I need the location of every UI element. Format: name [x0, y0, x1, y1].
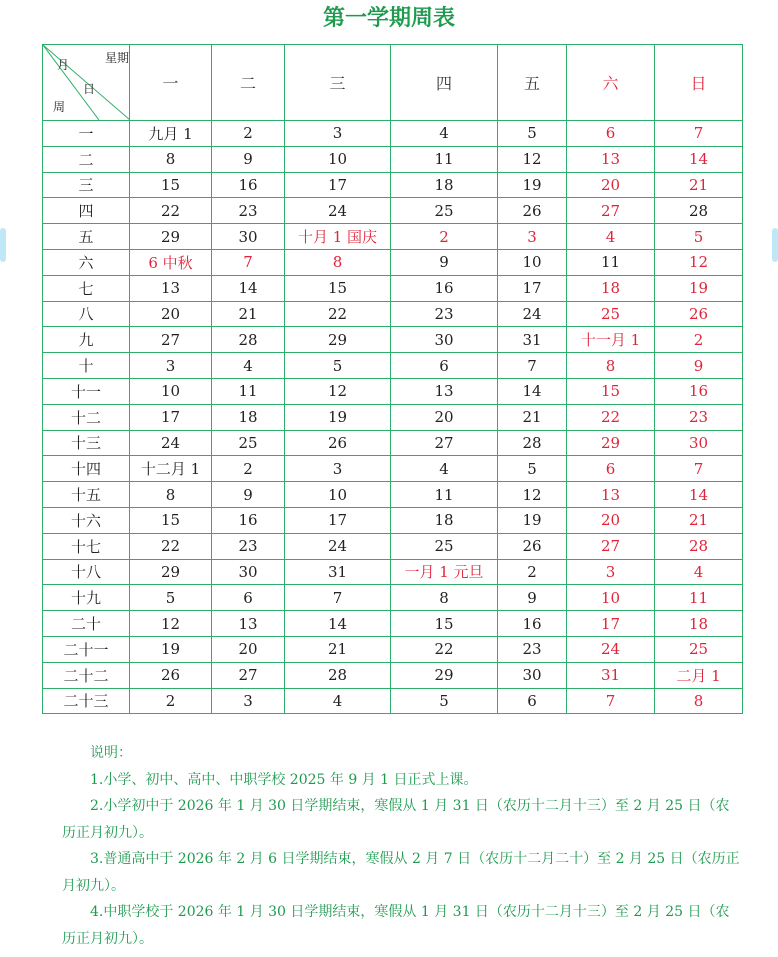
week-number-cell: 三 — [43, 172, 130, 198]
week-rows — [43, 121, 743, 714]
week-row — [43, 146, 743, 172]
week-number-cell: 二 — [43, 146, 130, 172]
date-cell: 15 — [285, 275, 391, 301]
date-cell: 2 — [212, 121, 285, 147]
date-cell: 18 — [391, 172, 498, 198]
week-number-cell: 十七 — [43, 533, 130, 559]
date-cell: 2 — [655, 327, 743, 353]
date-cell: 29 — [130, 224, 212, 250]
week-row — [43, 662, 743, 688]
week-number-cell: 十二 — [43, 404, 130, 430]
week-number-cell: 二十 — [43, 611, 130, 637]
date-cell: 4 — [391, 121, 498, 147]
week-number-cell: 十三 — [43, 430, 130, 456]
date-cell: 30 — [655, 430, 743, 456]
date-cell: 25 — [212, 430, 285, 456]
date-cell: 12 — [498, 146, 567, 172]
date-cell: 22 — [130, 533, 212, 559]
date-cell: 30 — [212, 559, 285, 585]
date-cell: 7 — [655, 456, 743, 482]
date-cell: 12 — [655, 249, 743, 275]
date-cell: 21 — [498, 404, 567, 430]
date-cell: 9 — [655, 353, 743, 379]
date-cell: 26 — [498, 533, 567, 559]
date-cell: 31 — [498, 327, 567, 353]
date-cell: 22 — [391, 636, 498, 662]
date-cell: 6 — [212, 585, 285, 611]
date-cell: 11 — [655, 585, 743, 611]
date-cell: 27 — [391, 430, 498, 456]
date-cell: 3 — [130, 353, 212, 379]
date-cell: 25 — [655, 636, 743, 662]
date-cell: 15 — [130, 172, 212, 198]
date-cell: 19 — [285, 404, 391, 430]
date-cell: 10 — [567, 585, 655, 611]
date-cell: 24 — [130, 430, 212, 456]
date-cell: 27 — [212, 662, 285, 688]
week-number-cell: 十八 — [43, 559, 130, 585]
week-row — [43, 482, 743, 508]
date-cell: 30 — [212, 224, 285, 250]
date-cell: 11 — [391, 482, 498, 508]
date-cell: 18 — [567, 275, 655, 301]
week-number-cell: 六 — [43, 249, 130, 275]
date-cell: 二月 1 — [655, 662, 743, 688]
date-cell: 26 — [285, 430, 391, 456]
date-cell: 30 — [498, 662, 567, 688]
date-cell: 6 中秋 — [130, 249, 212, 275]
week-row — [43, 198, 743, 224]
date-cell: 26 — [655, 301, 743, 327]
date-cell: 8 — [130, 146, 212, 172]
date-cell: 23 — [655, 404, 743, 430]
week-row — [43, 353, 743, 379]
date-cell: 28 — [655, 198, 743, 224]
date-cell: 9 — [391, 249, 498, 275]
date-cell: 4 — [391, 456, 498, 482]
date-cell: 2 — [212, 456, 285, 482]
week-row — [43, 327, 743, 353]
week-number-cell: 四 — [43, 198, 130, 224]
date-cell: 5 — [498, 121, 567, 147]
date-cell: 21 — [655, 172, 743, 198]
corner-label-day: 日 — [83, 82, 96, 96]
week-row — [43, 559, 743, 585]
date-cell: 7 — [655, 121, 743, 147]
week-number-cell: 二十一 — [43, 636, 130, 662]
week-row — [43, 172, 743, 198]
date-cell: 5 — [130, 585, 212, 611]
date-cell: 2 — [391, 224, 498, 250]
week-number-cell: 八 — [43, 301, 130, 327]
date-cell: 12 — [130, 611, 212, 637]
date-cell: 10 — [498, 249, 567, 275]
date-cell: 16 — [212, 172, 285, 198]
weekday-header: 三 — [285, 45, 391, 121]
date-cell: 8 — [655, 688, 743, 714]
week-number-cell: 十四 — [43, 456, 130, 482]
week-row — [43, 275, 743, 301]
date-cell: 3 — [285, 121, 391, 147]
date-cell: 8 — [567, 353, 655, 379]
date-cell: 6 — [391, 353, 498, 379]
date-cell: 27 — [567, 533, 655, 559]
date-cell: 14 — [212, 275, 285, 301]
weekday-header: 五 — [498, 45, 567, 121]
date-cell: 21 — [212, 301, 285, 327]
date-cell: 6 — [498, 688, 567, 714]
date-cell: 24 — [285, 533, 391, 559]
weekday-header: 四 — [391, 45, 498, 121]
date-cell: 28 — [212, 327, 285, 353]
week-number-cell: 十九 — [43, 585, 130, 611]
notes-section — [62, 740, 742, 952]
date-cell: 8 — [391, 585, 498, 611]
date-cell: 26 — [498, 198, 567, 224]
week-number-cell: 十一 — [43, 378, 130, 404]
date-cell: 23 — [498, 636, 567, 662]
date-cell: 19 — [498, 507, 567, 533]
week-number-cell: 一 — [43, 121, 130, 147]
week-number-cell: 五 — [43, 224, 130, 250]
note-item: 2.小学初中于 2026 年 1 月 30 日学期结束，寒假从 1 月 31 日（农历十二月十三）至 2 月 25 日（农历正月初九）。 — [62, 798, 730, 841]
date-cell: 9 — [212, 146, 285, 172]
date-cell: 13 — [391, 378, 498, 404]
week-number-cell: 二十三 — [43, 688, 130, 714]
date-cell: 23 — [212, 198, 285, 224]
date-cell: 11 — [567, 249, 655, 275]
date-cell: 30 — [391, 327, 498, 353]
date-cell: 11 — [212, 378, 285, 404]
date-cell: 15 — [391, 611, 498, 637]
date-cell: 10 — [130, 378, 212, 404]
date-cell: 14 — [498, 378, 567, 404]
note-item: 4.中职学校于 2026 年 1 月 30 日学期结束，寒假从 1 月 31 日（农历十二月十三）至 2 月 25 日（农历正月初九）。 — [62, 904, 730, 947]
date-cell: 5 — [285, 353, 391, 379]
date-cell: 5 — [655, 224, 743, 250]
date-cell: 一月 1 元旦 — [391, 559, 498, 585]
week-row — [43, 636, 743, 662]
week-number-cell: 七 — [43, 275, 130, 301]
weekday-header: 一 — [130, 45, 212, 121]
date-cell: 11 — [391, 146, 498, 172]
corner-header-cell — [43, 45, 130, 121]
date-cell: 13 — [567, 482, 655, 508]
week-number-cell: 九 — [43, 327, 130, 353]
week-row — [43, 121, 743, 147]
week-row — [43, 585, 743, 611]
note-item: 3.普通高中于 2026 年 2 月 6 日学期结束，寒假从 2 月 7 日（农历十二月二十）至 2 月 25 日（农历正月初九）。 — [62, 851, 740, 894]
date-cell: 14 — [655, 146, 743, 172]
date-cell: 21 — [285, 636, 391, 662]
week-row — [43, 301, 743, 327]
date-cell: 3 — [498, 224, 567, 250]
date-cell: 4 — [567, 224, 655, 250]
week-row — [43, 688, 743, 714]
date-cell: 20 — [212, 636, 285, 662]
date-cell: 22 — [567, 404, 655, 430]
date-cell: 28 — [655, 533, 743, 559]
date-cell: 16 — [212, 507, 285, 533]
date-cell: 28 — [498, 430, 567, 456]
date-cell: 17 — [498, 275, 567, 301]
date-cell: 13 — [567, 146, 655, 172]
date-cell: 25 — [391, 198, 498, 224]
weekday-header: 二 — [212, 45, 285, 121]
date-cell: 22 — [130, 198, 212, 224]
date-cell: 13 — [212, 611, 285, 637]
date-cell: 29 — [567, 430, 655, 456]
week-number-cell: 十 — [43, 353, 130, 379]
date-cell: 29 — [391, 662, 498, 688]
week-row — [43, 430, 743, 456]
date-cell: 22 — [285, 301, 391, 327]
date-cell: 7 — [212, 249, 285, 275]
date-cell: 26 — [130, 662, 212, 688]
date-cell: 4 — [285, 688, 391, 714]
corner-label-weekday: 星期 — [105, 51, 130, 65]
week-row — [43, 249, 743, 275]
notes-heading: 说明： — [90, 745, 132, 761]
date-cell: 16 — [391, 275, 498, 301]
date-cell: 6 — [567, 121, 655, 147]
date-cell: 4 — [212, 353, 285, 379]
week-number-cell: 十五 — [43, 482, 130, 508]
date-cell: 3 — [212, 688, 285, 714]
week-row — [43, 404, 743, 430]
date-cell: 7 — [498, 353, 567, 379]
date-cell: 17 — [567, 611, 655, 637]
date-cell: 20 — [391, 404, 498, 430]
date-cell: 29 — [285, 327, 391, 353]
date-cell: 十月 1 国庆 — [285, 224, 391, 250]
weekday-header-weekend: 日 — [655, 45, 743, 121]
date-cell: 15 — [567, 378, 655, 404]
date-cell: 5 — [391, 688, 498, 714]
date-cell: 29 — [130, 559, 212, 585]
date-cell: 6 — [567, 456, 655, 482]
week-number-cell: 十六 — [43, 507, 130, 533]
date-cell: 23 — [212, 533, 285, 559]
date-cell: 10 — [285, 146, 391, 172]
date-cell: 28 — [285, 662, 391, 688]
date-cell: 25 — [567, 301, 655, 327]
date-cell: 8 — [285, 249, 391, 275]
date-cell: 9 — [212, 482, 285, 508]
date-cell: 2 — [498, 559, 567, 585]
date-cell: 19 — [498, 172, 567, 198]
date-cell: 17 — [285, 172, 391, 198]
date-cell: 十二月 1 — [130, 456, 212, 482]
date-cell: 17 — [130, 404, 212, 430]
week-row — [43, 224, 743, 250]
date-cell: 3 — [567, 559, 655, 585]
date-cell: 21 — [655, 507, 743, 533]
date-cell: 18 — [212, 404, 285, 430]
date-cell: 14 — [285, 611, 391, 637]
date-cell: 27 — [130, 327, 212, 353]
page-title: 第一学期周表 — [322, 6, 455, 31]
date-cell: 9 — [498, 585, 567, 611]
week-row — [43, 533, 743, 559]
date-cell: 2 — [130, 688, 212, 714]
date-cell: 19 — [130, 636, 212, 662]
week-number-cell: 二十二 — [43, 662, 130, 688]
date-cell: 12 — [285, 378, 391, 404]
corner-label-week: 周 — [53, 100, 66, 114]
date-cell: 16 — [655, 378, 743, 404]
date-cell: 九月 1 — [130, 121, 212, 147]
week-row — [43, 507, 743, 533]
date-cell: 24 — [567, 636, 655, 662]
date-cell: 8 — [130, 482, 212, 508]
date-cell: 13 — [130, 275, 212, 301]
date-cell: 15 — [130, 507, 212, 533]
date-cell: 12 — [498, 482, 567, 508]
weekday-header-weekend: 六 — [567, 45, 655, 121]
date-cell: 20 — [567, 172, 655, 198]
date-cell: 24 — [498, 301, 567, 327]
date-cell: 10 — [285, 482, 391, 508]
date-cell: 18 — [655, 611, 743, 637]
week-row — [43, 456, 743, 482]
header-row — [43, 45, 743, 121]
date-cell: 23 — [391, 301, 498, 327]
corner-label-month: 月 — [57, 58, 70, 72]
date-cell: 5 — [498, 456, 567, 482]
week-row — [43, 611, 743, 637]
date-cell: 31 — [285, 559, 391, 585]
semester-week-table — [42, 44, 743, 714]
right-scroll-edge — [772, 228, 778, 262]
date-cell: 27 — [567, 198, 655, 224]
date-cell: 31 — [567, 662, 655, 688]
date-cell: 19 — [655, 275, 743, 301]
date-cell: 18 — [391, 507, 498, 533]
date-cell: 3 — [285, 456, 391, 482]
date-cell: 16 — [498, 611, 567, 637]
note-item: 1.小学、初中、高中、中职学校 2025 年 9 月 1 日正式上课。 — [90, 771, 478, 788]
date-cell: 17 — [285, 507, 391, 533]
date-cell: 25 — [391, 533, 498, 559]
date-cell: 4 — [655, 559, 743, 585]
date-cell: 20 — [130, 301, 212, 327]
date-cell: 24 — [285, 198, 391, 224]
date-cell: 7 — [285, 585, 391, 611]
week-row — [43, 378, 743, 404]
date-cell: 7 — [567, 688, 655, 714]
date-cell: 14 — [655, 482, 743, 508]
date-cell: 20 — [567, 507, 655, 533]
left-scroll-edge — [0, 228, 6, 262]
date-cell: 十一月 1 — [567, 327, 655, 353]
